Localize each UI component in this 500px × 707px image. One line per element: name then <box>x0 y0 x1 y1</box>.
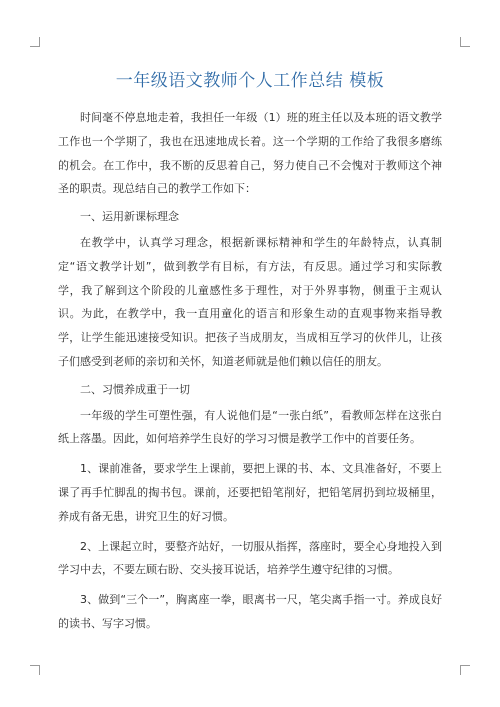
crop-mark-bottom-right <box>460 665 470 675</box>
paragraph-habit-3: 3、做到“三个一”，胸离座一拳，眼离书一尺，笔尖离手指一寸。养成良好的读书、写字习惯。 <box>58 593 442 630</box>
paragraph-intro: 时间毫不停息地走着，我担任一年级（1）班的班主任以及本班的语文教学工作也一个学期了，我也在迅速地成长着。这一个学期的工作给了我很多磨练的机会。在工作中，我不断的反思着自己，努力使自己不会愧对于教师这个神圣的职责。现总结自己的教学工作如下： <box>58 111 442 196</box>
document-title: 一年级语文教师个人工作总结 模板 <box>115 71 385 91</box>
document-body <box>58 106 442 636</box>
paragraph-habit-1: 1、课前准备，要求学生上课前，要把上课的书、本、文具准备好，不要上课了再手忙脚乱的掏书包。课前，还要把铅笔削好，把铅笔屑扔到垃圾桶里，养成有备无患，讲究卫生的好习惯。 <box>58 462 442 523</box>
section-heading-2: 二、习惯养成重于一切 <box>80 382 190 396</box>
crop-mark-bottom-left <box>30 665 40 675</box>
paragraph-habit-2: 2、上课起立时，要整齐站好，一切服从指挥，落座时，要全心身地投入到学习中去，不要左顾右盼、交头接耳说话，培养学生遵守纪律的习惯。 <box>58 539 442 577</box>
paragraph-section-1: 在教学中，认真学习理念，根据新课标精神和学生的年龄特点，认真制定“语文教学计划”，做到教学有目标，有方法，有反思。通过学习和实际教学，我了解到这个阶段的儿童感性多于理性，对于外界事物，侧重于主观认识。为此，在教学中，我一直用童化的语言和形象生动的直观事物来指导教学，让学生能迅速接受知识。把孩子当成朋友，当成相互学习的伙伴儿，让孩子们感受到老师的亲切和关怀，知道老师就是他们赖以信任的朋友。 <box>58 235 442 368</box>
paragraph-section-2-intro: 一年级的学生可塑性强，有人说他们是“一张白纸”，看教师怎样在这张白纸上落墨。因此，如何培养学生良好的学习习惯是教学工作中的首要任务。 <box>58 408 442 446</box>
crop-mark-top-left <box>30 37 40 47</box>
crop-mark-top-right <box>460 37 470 47</box>
section-heading-1: 一、运用新课标理念 <box>80 210 179 224</box>
